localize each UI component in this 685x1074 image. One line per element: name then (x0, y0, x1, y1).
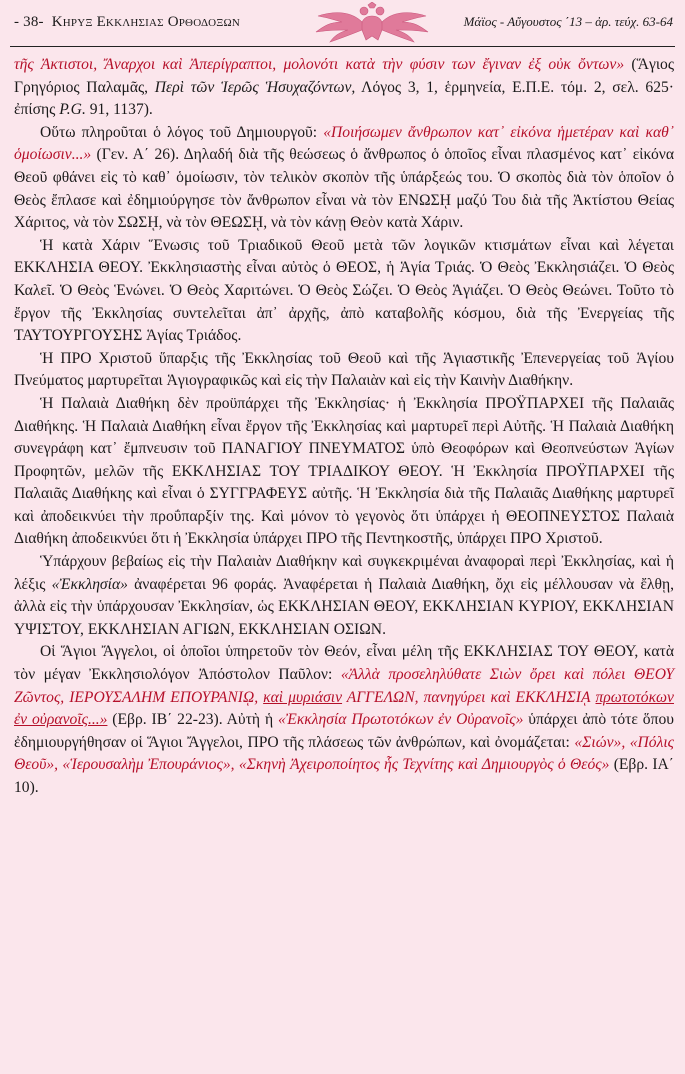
body-text: (Γεν. Α΄ 26). Δηλαδή διὰ τῆς θεώσεως ὁ ἄνθρωπος ὁ ὁποῖος εἶναι πλασμένος κατ᾽ εἰκόνα Θεοῦ φθάνει εἰς τὸ καθ᾽ ὁμοίωσιν, τὸν τελικὸν σκοπὸν τῆς ὑπάρξεώς του. Ὁ σκοπὸς διὰ τὸν ὁποῖον ὁ Θεὸς ἔπλασε καὶ ἐδημιούργησε τὸν ἄνθρωπον εἶναι νὰ τὸν ΕΝΩΣῌ μαζύ Του διὰ τῆς Ἀκτίστου Θείας Χάριτος, νὰ τὸν ΣΩΣῌ, νὰ τὸν ΘΕΩΣῌ, νὰ τὸν κάνῃ Θεὸν κατὰ Χάριν. (14, 146, 674, 232)
paragraph (14, 54, 674, 122)
paragraph: Ἡ κατὰ Χάριν Ἕνωσις τοῦ Τριαδικοῦ Θεοῦ μετὰ τῶν λογικῶν κτισμάτων εἶναι καὶ λέγεται ΕΚΚΛΗΣΙΑ ΘΕΟΥ. Ἐκκλησιαστὴς εἶναι αὐτὸς ὁ ΘΕΟΣ, ἡ Ἁγία Τριάς. Ὁ Θεὸς Ἐκκλησιάζει. Ὁ Θεὸς Καλεῖ. Ὁ Θεὸς Ἑνώνει. Ὁ Θεὸς Χαριτώνει. Ὁ Θεὸς Σώζει. Ὁ Θεὸς Ἁγιάζει. Ὁ Θεὸς Θεώνει. Τοῦτο τὸ ἔργον τῆς Ἐκκλησίας συντελεῖται ἀπ᾽ ἀρχῆς, ἀπὸ καταβολῆς κόσμου, διὰ τῆς Ἐνεργείας τῆς ΤΑΥΤΟΥΡΓΟΥΣΗΣ Ἁγίας Τριάδος. (14, 236, 674, 345)
page-header (0, 0, 685, 56)
body-text: ὑπάρχει ἀπὸ τότε ὅπου ἐδημιουργήθησαν οἱ Ἅγιοι Ἄγγελοι, ΠΡΟ τῆς πλάσεως τῶν ἀνθρώπων, καὶ ὀνομάζεται: (14, 711, 674, 751)
quote-underlined: καὶ μυριάσιν (263, 688, 343, 706)
reference-text: 91, 1137). (85, 101, 153, 119)
reference-title: Περὶ τῶν Ἱερῶς Ἡσυχαζόντων, (154, 78, 356, 96)
quote-text: ΑΓΓΕΛΩΝ, πανηγύρει καὶ ΕΚΚΛΗΣΙᾼ (342, 688, 596, 706)
body-text: Οὕτω πληροῦται ὁ λόγος τοῦ Δημιουργοῦ: (40, 123, 324, 141)
paragraph (14, 641, 674, 799)
double-headed-eagle-icon (312, 2, 432, 44)
header-left (14, 14, 240, 31)
paragraph (14, 122, 674, 235)
quote-text: «Ἐκκλησία Πρωτοτόκων ἐν Οὐρανοῖς» (277, 711, 524, 729)
body-text: Οἱ Ἅγιοι Ἄγγελοι, οἱ ὁποῖοι ὑπηρετοῦν τὸν Θεόν, εἶναι μέλη τῆς ΕΚΚΛΗΣΙΑΣ ΤΟΥ ΘΕΟΥ, κατὰ τὸν μέγαν Ἐκκλησιολόγον Ἀπόστολον Παῦλον: (14, 643, 674, 684)
quote-underlined: πρωτοτόκων ἐν οὐρανοῖς...» (14, 688, 674, 729)
paragraph: Ἡ ΠΡΟ Χριστοῦ ὕπαρξις τῆς Ἐκκλησίας τοῦ Θεοῦ καὶ τῆς Ἁγιαστικῆς Ἐπενεργείας τοῦ Ἁγίου Πνεύματος μαρτυρεῖται Ἁγιογραφικῶς καὶ εἰς τὴν Παλαιὰν καὶ εἰς τὴν Καινὴν Διαθήκην. (14, 349, 674, 390)
paragraph (14, 551, 674, 641)
body-text: (Εβρ. ΙΑ΄ 10). (14, 756, 674, 796)
body-text: ἀναφέρεται 96 φοράς. Ἀναφέρεται ἡ Παλαιὰ Διαθήκη, ὄχι εἰς μέλλουσαν νὰ ἔλθῃ, ἀλλὰ εἰς τὴν ὑπάρχουσαν Ἐκκλησίαν, ὡς ΕΚΚΛΗΣΙΑΝ ΘΕΟΥ, ΕΚΚΛΗΣΙΑΝ ΚΥΡΙΟΥ, ΕΚΚΛΗΣΙΑΝ ΥΨΙΣΤΟΥ, ΕΚΚΛΗΣΙΑΝ ΑΓΙΩΝ, ΕΚΚΛΗΣΙΑΝ ΟΣΙΩΝ. (14, 575, 674, 638)
paragraph: Ἡ Παλαιὰ Διαθήκη δὲν προϋπάρχει τῆς Ἐκκλησίας· ἡ Ἐκκλησία ΠΡΟΫΠΑΡΧΕΙ τῆς Παλαιᾶς Διαθήκης. Ἡ Παλαιὰ Διαθήκη εἶναι ἔργον τῆς Ἐκκλησίας καὶ μαρτυρεῖ περὶ Αὐτῆς. Ἡ Παλαιὰ Διαθήκη συνεγράφη κατ᾽ ἔμπνευσιν τοῦ ΠΑΝΑΓΙΟΥ ΠΝΕΥΜΑΤΟΣ ὑπὸ Θεοφόρων καὶ Θεοπνεύστων Ἁγίων Προφητῶν, μελῶν τῆς ΕΚΚΛΗΣΙΑΣ ΤΟΥ ΤΡΙΑΔΙΚΟΥ ΘΕΟΥ. Ἡ Ἐκκλησία ΠΡΟΫΠΑΡΧΕΙ τῆς Παλαιᾶς Διαθήκης καὶ εἶναι ὁ ΣΥΓΓΡΑΦΕΥΣ αὐτῆς. Ἡ Ἐκκλησία διὰ τῆς Παλαιᾶς Διαθήκης μαρτυρεῖ καὶ ἀποδεικνύει τὴν προΰπαρξίν της. Καὶ μόνον τὸ γεγονὸς ὅτι ὑπάρχει ἡ ΘΕΟΠΝΕΥΣΤΟΣ Παλαιὰ Διαθήκη ἀποδεικνύει ὅτι ἡ Ἐκκλησία ὑπάρχει ΠΡΟ τῆς Πεντηκοστῆς, ὑπάρχει ΠΡΟ Χριστοῦ. (14, 394, 674, 548)
header-divider (10, 46, 675, 47)
journal-title: Κηρυξ Εκκλησιας Ορθοδοξων (51, 14, 241, 30)
reference-text: (Ἅγιος Γρηγόριος Παλαμᾶς, (14, 56, 674, 96)
article-body (14, 54, 674, 800)
body-text: (Εβρ. ΙΒ΄ 22-23). Αὐτὴ ἡ (107, 711, 278, 729)
quote-word: «Ἐκκλησία» (51, 575, 128, 593)
issue-info: Μάϊος - Αὔγουστος ΄13 – ἀρ. τεύχ. 63-64 (463, 14, 673, 29)
quote-text: «Ποιήσωμεν ἄνθρωπον κατ᾽ εἰκόνα ἡμετέραν καὶ καθ᾽ ὁμοίωσιν...» (14, 123, 674, 164)
reference-text: Λόγος 3, 1, ἑρμηνεία, Ε.Π.Ε. τόμ. 2, σελ. 625· ἐπίσης (14, 78, 674, 119)
page-number: - 38- (14, 14, 44, 30)
quote-text: «Σιών», «Πόλις Θεοῦ», «Ἱερουσαλὴμ Ἐπουράνιος», «Σκηνὴ Ἀχειροποίητος ἧς Τεχνίτης καὶ Δημιουργὸς ὁ Θεός» (14, 733, 675, 774)
body-text: Ὑπάρχουν βεβαίως εἰς τὴν Παλαιὰν Διαθήκην καὶ συγκεκριμέναι ἀναφοραὶ περὶ Ἐκκλησίας, καὶ ἡ λέξις (14, 553, 674, 593)
reference-abbrev: P.G. (59, 101, 86, 119)
quote-text: «Ἀλλὰ προσεληλύθατε Σιὼν ὄρει καὶ πόλει ΘΕΟΥ Ζῶντος, ΙΕΡΟΥΣΑΛΗΜ ΕΠΟΥΡΑΝΙῼ, (14, 666, 674, 706)
quote-text: τῆς Ἀκτιστοι, Ἄναρχοι καὶ Ἀπερίγραπτοι, μολονότι κατὰ τὴν φύσιν των ἔγιναν ἐξ οὐκ ὄντων» (14, 56, 625, 73)
